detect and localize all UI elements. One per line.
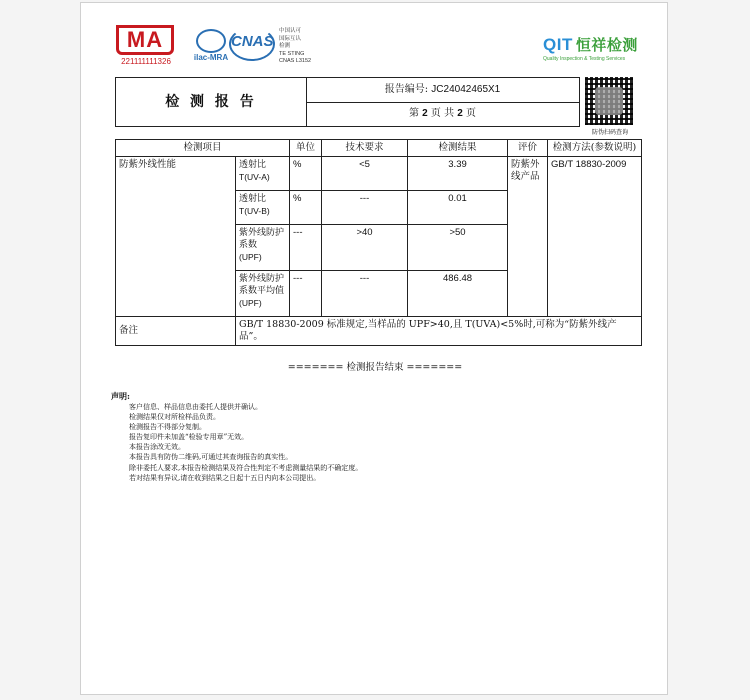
header-method: 检测方法(参数说明)	[548, 140, 642, 157]
unit-cell: ---	[290, 271, 322, 317]
method-cell: GB/T 18830-2009	[548, 157, 642, 317]
remark-row	[116, 317, 642, 346]
requirement-cell: <5	[322, 157, 408, 191]
qit-logo-mark: QIT	[543, 35, 573, 54]
result-cell: 486.48	[408, 271, 508, 317]
sub-item-code: T(UV-A)	[239, 172, 270, 182]
result-cell: >50	[408, 225, 508, 271]
declaration-item: 检测结果仅对所检样品负责。	[129, 413, 220, 422]
cma-number: 221111111326	[121, 57, 171, 66]
declaration-item: 若对结果有异议,请在收到结果之日起十五日内向本公司提出。	[129, 473, 321, 482]
cnas-info-line: 国际互认	[279, 35, 302, 42]
qit-company-name: 恒祥检测	[575, 37, 638, 54]
sub-item	[236, 157, 290, 191]
header-test-item: 检测项目	[116, 140, 290, 157]
report-title: 检 测 报 告	[116, 78, 307, 126]
requirement-cell: ---	[322, 271, 408, 317]
qit-tagline: Quality Inspection & Testing Services	[543, 56, 626, 62]
declaration-item: 客户信息、样品信息由委托人提供并确认。	[129, 403, 262, 411]
table-header-row	[116, 140, 642, 157]
ilac-mra-text: ilac-MRA	[193, 53, 229, 62]
sub-item-code: T(UV-B)	[239, 206, 270, 216]
result-cell: 3.39	[408, 157, 508, 191]
result-cell: 0.01	[408, 191, 508, 225]
page-current: 2	[422, 108, 428, 119]
qr-caption: 防伪扫码查询	[591, 129, 628, 136]
header-result: 检测结果	[408, 140, 508, 157]
header-requirement: 技术要求	[322, 140, 408, 157]
remark-label-text: 备注	[119, 325, 139, 336]
cma-logo	[116, 25, 176, 66]
test-item-name: 防紫外线性能	[116, 157, 236, 317]
remark-label	[116, 317, 236, 346]
page-count	[306, 102, 579, 126]
cnas-info-line: CNAS L3152	[279, 58, 312, 64]
report-number-row	[306, 78, 579, 103]
header-unit: 单位	[290, 140, 322, 157]
report-end-line: ======= 检测报告结束 =======	[287, 362, 463, 373]
sub-item-text: 透射比	[239, 160, 267, 170]
unit-cell: ---	[290, 225, 322, 271]
sub-item-text: 紫外线防护系数平均值	[239, 274, 285, 296]
declaration-item: 报告复印件未加盖“检验专用章”无效。	[129, 433, 249, 442]
cnas-info-line: 中国认可	[279, 28, 302, 34]
header-evaluation: 评价	[508, 140, 548, 157]
sub-item	[236, 191, 290, 225]
cnas-info-line: TE STING	[279, 50, 305, 57]
declaration-list	[129, 402, 362, 483]
sub-item	[236, 225, 290, 271]
unit-cell: %	[290, 191, 322, 225]
evaluation-cell: 防紫外线产品	[508, 157, 548, 317]
cma-logo-mark: MA	[116, 25, 174, 55]
sub-item	[236, 271, 290, 317]
qr-code-blur	[595, 87, 623, 115]
declaration-item: 本报告具有防伪二维码,可通过其查询报告的真实性。	[129, 453, 293, 462]
declaration-item: 除非委托人要求,本报告检测结果及符合性判定不考虑测量结果的不确定度。	[129, 463, 363, 472]
page-mid: 页 共	[430, 108, 455, 119]
page-total: 2	[457, 108, 463, 119]
page-prefix: 第	[408, 108, 419, 119]
report-page	[80, 2, 668, 695]
declaration-item: 本报告涂改无效。	[129, 443, 185, 452]
cnas-info-line: 检测	[279, 43, 291, 49]
ilac-globe-icon	[196, 29, 226, 53]
title-block	[115, 77, 580, 127]
declaration-item: 检测报告不得部分复制。	[129, 423, 206, 432]
sub-item-code: (UPF)	[239, 298, 262, 308]
unit-cell: %	[290, 157, 322, 191]
sub-item-text: 紫外线防护系数	[239, 228, 285, 250]
report-number-label: 报告编号:	[384, 84, 429, 95]
qit-logo	[543, 34, 638, 62]
results-table	[115, 139, 642, 346]
requirement-cell: ---	[322, 191, 408, 225]
ilac-mra-logo	[189, 29, 233, 65]
report-number: JC24042465X1	[431, 84, 501, 95]
cnas-logo: CNAS	[231, 33, 274, 50]
cnas-info	[279, 28, 311, 66]
page-suffix: 页	[466, 108, 477, 119]
declaration-title: 声明:	[111, 391, 130, 401]
sub-item-code: (UPF)	[239, 252, 262, 262]
table-row	[116, 157, 642, 191]
requirement-cell: >40	[322, 225, 408, 271]
remark-text: GB/T 18830-2009 标准规定,当样品的 UPF>40,且 T(UVA)<5%时,可称为“防紫外线产品”。	[236, 317, 642, 346]
sub-item-text: 透射比	[239, 194, 267, 204]
